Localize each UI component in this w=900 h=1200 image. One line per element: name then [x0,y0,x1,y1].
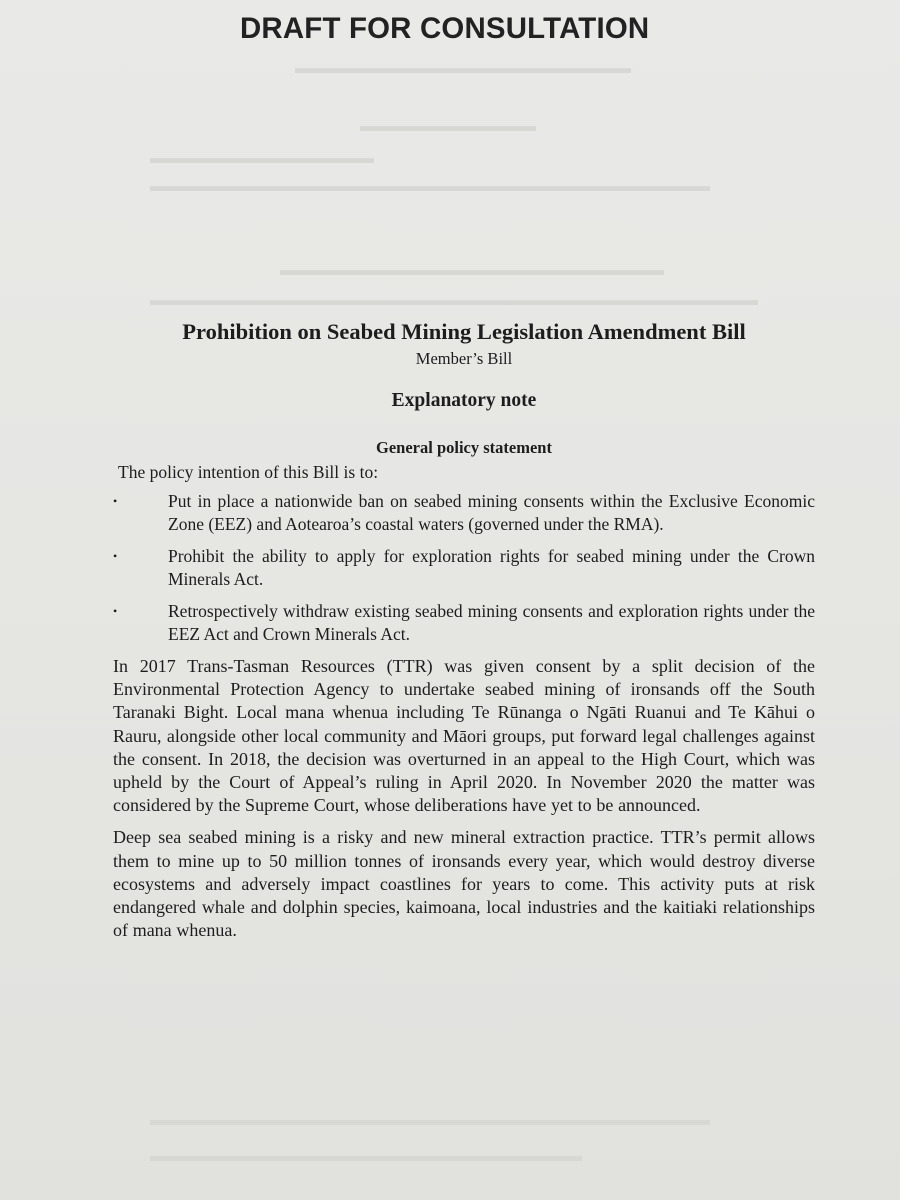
policy-list [113,490,815,646]
intro-text: The policy intention of this Bill is to: [118,462,379,482]
paragraph-impact: Deep sea seabed mining is a risky and new mineral extraction practice. TTR’s permit allows them to mine up to 50 million tonnes of ironsands every year, which would destroy diverse ecosystems and adversely impact coastlines for years to come. This activity puts at risk endangered whale and dolphin species, kaimoana, local industries and the kaitiaki relationships of mana whenua. [113,827,815,941]
bullet-icon: • [113,494,118,508]
draft-stamp: DRAFT FOR CONSULTATION [240,12,650,45]
show-through-text: ▬▬▬▬▬▬▬▬▬▬▬▬▬▬▬▬▬▬▬▬▬▬▬▬▬▬▬▬▬▬▬▬▬▬▬ [150,1112,710,1129]
show-through-text: ▬▬▬▬▬▬▬▬▬▬▬ [360,118,536,135]
bullet-icon: • [113,604,118,618]
show-through-text: ▬▬▬▬▬▬▬▬▬▬▬▬▬▬▬▬▬▬▬▬▬▬▬▬ [280,262,664,279]
document-body [113,318,815,951]
show-through-text: ▬▬▬▬▬▬▬▬▬▬▬▬▬▬▬▬▬▬▬▬▬ [295,60,631,77]
policy-statement-heading: General policy statement [376,438,552,457]
bullet-icon: • [113,549,118,563]
explanatory-note-heading: Explanatory note [391,390,537,411]
bill-title: Prohibition on Seabed Mining Legislation Amendment Bill [182,319,746,344]
show-through-text: ▬▬▬▬▬▬▬▬▬▬▬▬▬▬ [150,150,374,167]
list-item-text: Put in place a nationwide ban on seabed mining consents within the Exclusive Economic Zone (EEZ) and Aotearoa’s coastal waters (governed under the RMA). [168,491,815,534]
show-through-text: ▬▬▬▬▬▬▬▬▬▬▬▬▬▬▬▬▬▬▬▬▬▬▬▬▬▬▬ [150,1148,582,1165]
bill-type: Member’s Bill [415,349,513,368]
paragraph-background: In 2017 Trans-Tasman Resources (TTR) was given consent by a split decision of the Environmental Protection Agency to undertake seabed mining of ironsands off the South Taranaki Bight. Local mana whenua including Te Rūnanga o Ngāti Ruanui and Te Kāhui o Rauru, alongside other local community and Māori groups, put forward legal challenges against the consent. In 2018, the decision was overturned in an appeal to the High Court, which was upheld by the Court of Appeal’s ruling in April 2020. In November 2020 the matter was considered by the Supreme Court, whose deliberations have yet to be announced. [113,656,815,816]
list-item-text: Retrospectively withdraw existing seabed mining consents and exploration rights under the EEZ Act and Crown Minerals Act. [168,601,815,644]
list-item-text: Prohibit the ability to apply for exploration rights for seabed mining under the Crown Minerals Act. [168,546,815,589]
list-item [113,490,815,536]
show-through-text: ▬▬▬▬▬▬▬▬▬▬▬▬▬▬▬▬▬▬▬▬▬▬▬▬▬▬▬▬▬▬▬▬▬▬▬▬▬▬ [150,292,758,309]
list-item [113,545,815,591]
list-item [113,600,815,646]
show-through-text: ▬▬▬▬▬▬▬▬▬▬▬▬▬▬▬▬▬▬▬▬▬▬▬▬▬▬▬▬▬▬▬▬▬▬▬ [150,178,710,195]
